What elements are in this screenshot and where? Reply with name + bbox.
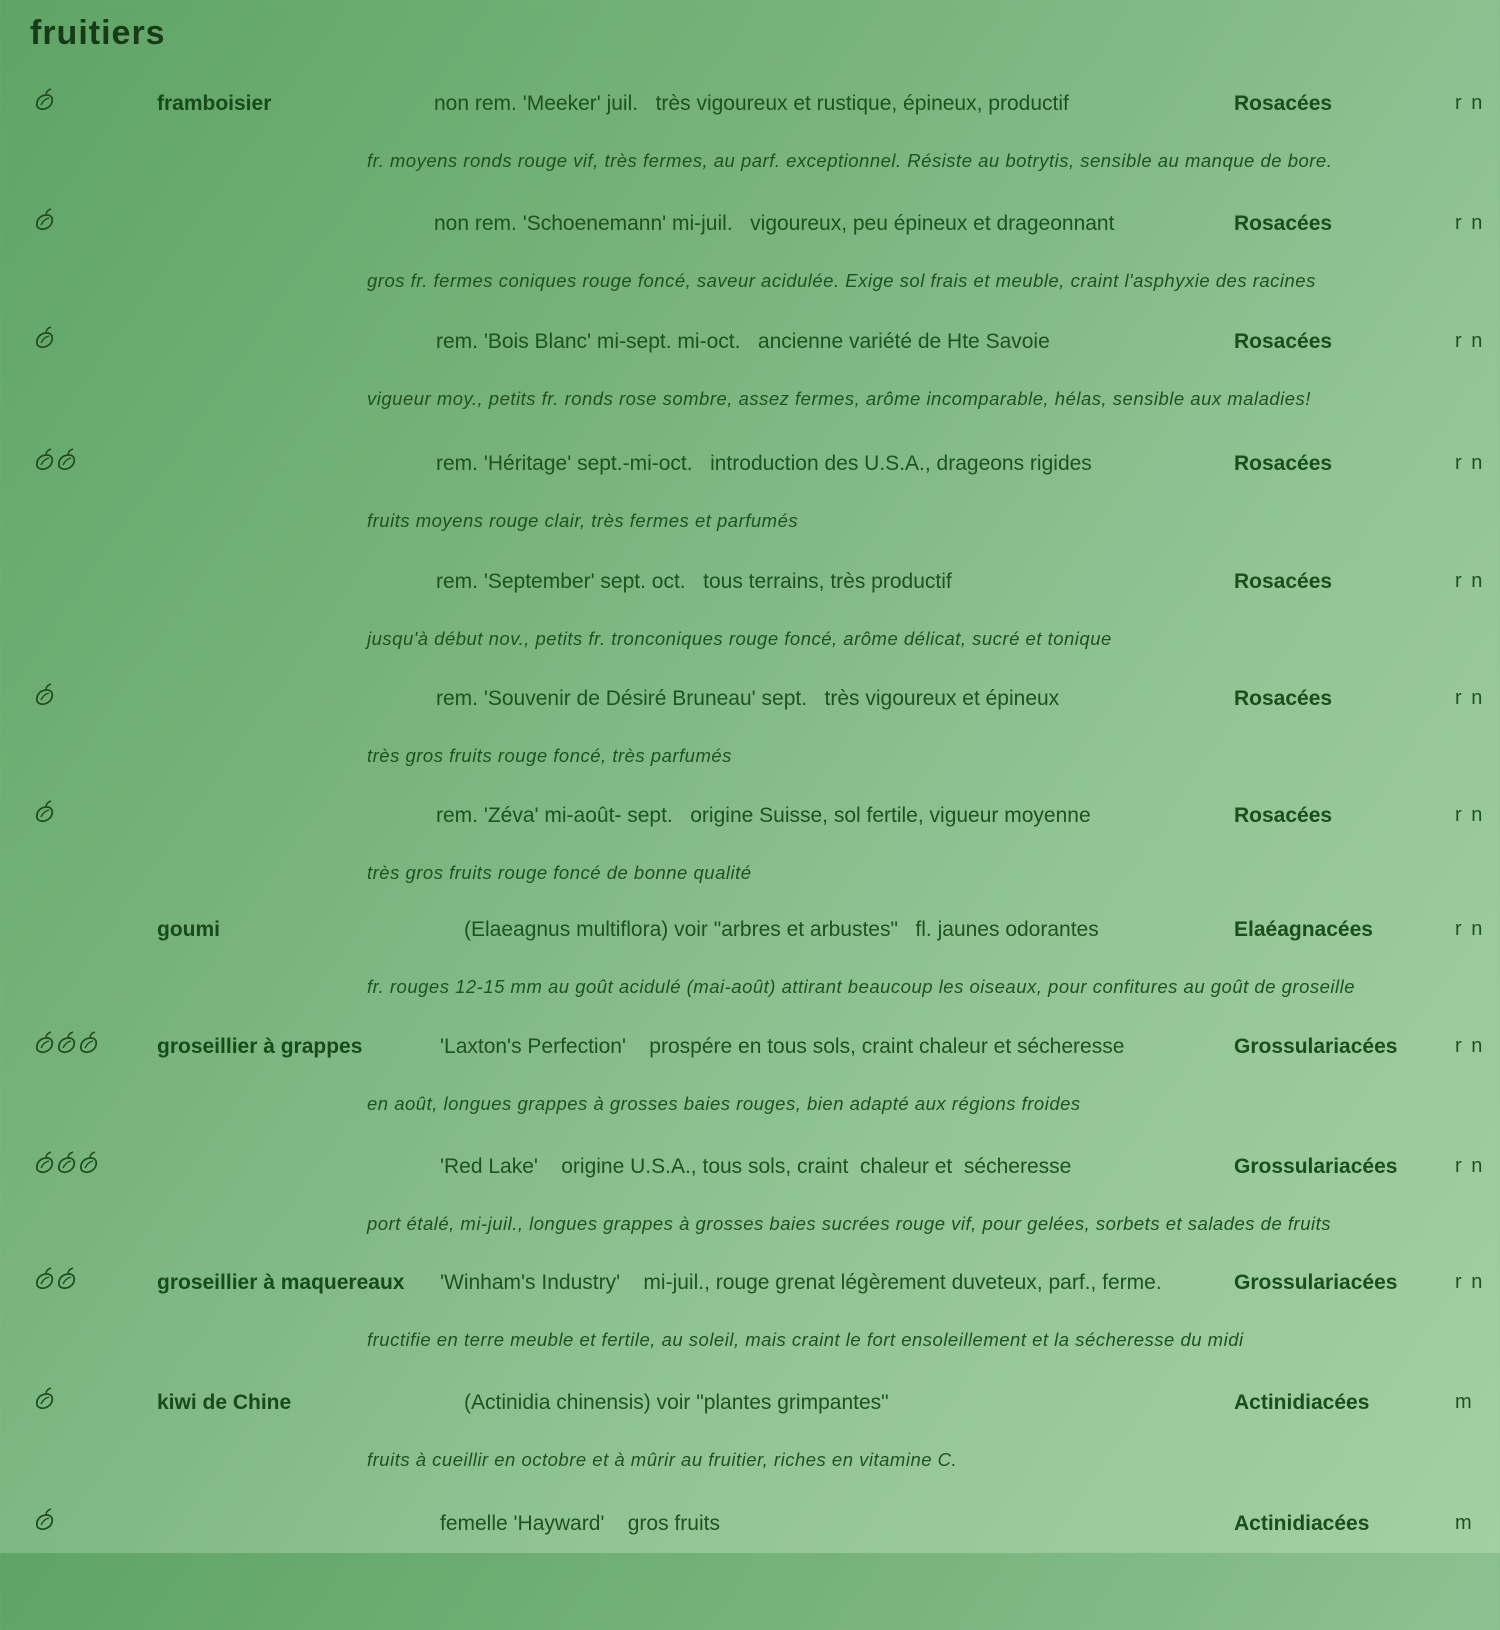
variety-description: non rem. 'Schoenemann' mi-juil. vigoureux, peu épineux et drageonnant (434, 212, 1115, 235)
variety-description: 'Laxton's Perfection' prospére en tous sols, craint chaleur et sécheresse (440, 1035, 1125, 1058)
plant-family: Rosacées (1234, 570, 1333, 593)
variety-description: (Actinidia chinensis) voir "plantes grimpantes" (464, 1391, 889, 1414)
list-item (0, 687, 1500, 805)
list-item (0, 330, 1500, 448)
hardiness-icons (32, 1149, 98, 1179)
leaf-icon (76, 1029, 102, 1057)
list-item (0, 1155, 1500, 1273)
list-item (0, 1271, 1500, 1389)
leaf-icon (32, 1385, 58, 1413)
variety-description: rem. 'Héritage' sept.-mi-oct. introduction des U.S.A., drageons rigides (436, 452, 1092, 475)
variety-description: 'Red Lake' origine U.S.A., tous sols, craint chaleur et sécheresse (440, 1155, 1072, 1178)
page-title: fruitiers (30, 14, 166, 52)
plant-family: Grossulariacées (1234, 1035, 1398, 1058)
availability-code: r n (1455, 212, 1485, 234)
plant-family: Elaéagnacées (1234, 918, 1373, 941)
hardiness-icons (32, 681, 54, 711)
leaf-icon (54, 1265, 80, 1293)
availability-code: m (1455, 1391, 1474, 1413)
list-item (0, 452, 1500, 570)
variety-description: femelle 'Hayward' gros fruits (440, 1512, 720, 1535)
plant-name: kiwi de Chine (157, 1391, 292, 1414)
hardiness-icons (32, 1385, 54, 1415)
hardiness-icons (32, 86, 54, 116)
list-item (0, 1512, 1500, 1630)
leaf-icon (76, 1149, 102, 1177)
plant-family: Rosacées (1234, 212, 1333, 235)
hardiness-icons (32, 1029, 98, 1059)
plant-family: Rosacées (1234, 452, 1333, 475)
fruit-note: en août, longues grappes à grosses baies rouges, bien adapté aux régions froides (367, 1093, 1081, 1114)
variety-description: 'Winham's Industry' mi-juil., rouge grenat légèrement duveteux, parf., ferme. (440, 1271, 1162, 1294)
fruit-note: fr. rouges 12-15 mm au goût acidulé (mai-août) attirant beaucoup les oiseaux, pour confitures au goût de groseille (367, 976, 1356, 997)
plant-name: goumi (157, 918, 220, 941)
availability-code: r n (1455, 570, 1485, 592)
list-item (0, 1035, 1500, 1153)
variety-description: rem. 'Souvenir de Désiré Bruneau' sept. très vigoureux et épineux (436, 687, 1060, 710)
list-item (0, 1391, 1500, 1509)
availability-code: r n (1455, 1271, 1485, 1293)
hardiness-icons (32, 1506, 54, 1536)
list-item (0, 570, 1500, 688)
availability-code: r n (1455, 452, 1485, 474)
plant-family: Rosacées (1234, 804, 1333, 827)
availability-code: r n (1455, 804, 1485, 826)
leaf-icon (54, 446, 80, 474)
plant-family: Actinidiacées (1234, 1512, 1370, 1535)
plant-family: Grossulariacées (1234, 1271, 1398, 1294)
variety-description: (Elaeagnus multiflora) voir "arbres et arbustes" fl. jaunes odorantes (464, 918, 1099, 941)
leaf-icon (32, 1506, 58, 1534)
leaf-icon (32, 206, 58, 234)
list-item (0, 212, 1500, 330)
availability-code: r n (1455, 918, 1485, 940)
plant-name: framboisier (157, 92, 272, 115)
list-item (0, 918, 1500, 1036)
fruit-note: très gros fruits rouge foncé, très parfumés (367, 745, 732, 766)
availability-code: r n (1455, 92, 1485, 114)
plant-name: groseillier à grappes (157, 1035, 363, 1058)
fruit-note: fructifie en terre meuble et fertile, au soleil, mais craint le fort ensoleillement et la sécheresse du midi (367, 1329, 1244, 1350)
fruit-note: vigueur moy., petits fr. ronds rose sombre, assez fermes, arôme incomparable, hélas, sensible aux maladies! (367, 388, 1311, 409)
plant-family: Rosacées (1234, 687, 1333, 710)
plant-name: groseillier à maquereaux (157, 1271, 405, 1294)
plant-family: Rosacées (1234, 330, 1333, 353)
fruit-note: fruits à cueillir en octobre et à mûrir au fruitier, riches en vitamine C. (367, 1449, 958, 1470)
hardiness-icons (32, 1265, 76, 1295)
plant-family: Actinidiacées (1234, 1391, 1370, 1414)
fruit-note: fruits moyens rouge clair, très fermes et parfumés (367, 510, 799, 531)
leaf-icon (32, 86, 58, 114)
variety-description: rem. 'Zéva' mi-août- sept. origine Suisse, sol fertile, vigueur moyenne (436, 804, 1091, 827)
plant-family: Rosacées (1234, 92, 1333, 115)
plant-family: Grossulariacées (1234, 1155, 1398, 1178)
fruit-note: port étalé, mi-juil., longues grappes à grosses baies sucrées rouge vif, pour gelées, sorbets et salades de fruits (367, 1213, 1331, 1234)
list-item (0, 92, 1500, 210)
leaf-icon (32, 681, 58, 709)
leaf-icon (32, 798, 58, 826)
variety-description: rem. 'September' sept. oct. tous terrains, très productif (436, 570, 952, 593)
leaf-icon (32, 324, 58, 352)
hardiness-icons (32, 446, 76, 476)
availability-code: r n (1455, 687, 1485, 709)
variety-description: non rem. 'Meeker' juil. très vigoureux et rustique, épineux, productif (434, 92, 1069, 115)
availability-code: r n (1455, 1155, 1485, 1177)
availability-code: m (1455, 1512, 1474, 1534)
fruit-note: très gros fruits rouge foncé de bonne qualité (367, 862, 752, 883)
hardiness-icons (32, 324, 54, 354)
availability-code: r n (1455, 330, 1485, 352)
hardiness-icons (32, 798, 54, 828)
availability-code: r n (1455, 1035, 1485, 1057)
fruit-note: gros fr. fermes coniques rouge foncé, saveur acidulée. Exige sol frais et meuble, craint l'asphyxie des racines (367, 270, 1316, 291)
list-item (0, 804, 1500, 922)
fruit-note: jusqu'à début nov., petits fr. tronconiques rouge foncé, arôme délicat, sucré et tonique (367, 628, 1112, 649)
fruit-note: fr. moyens ronds rouge vif, très fermes, au parf. exceptionnel. Résiste au botrytis, sensible au manque de bore. (367, 150, 1333, 171)
hardiness-icons (32, 206, 54, 236)
variety-description: rem. 'Bois Blanc' mi-sept. mi-oct. ancienne variété de Hte Savoie (436, 330, 1050, 353)
